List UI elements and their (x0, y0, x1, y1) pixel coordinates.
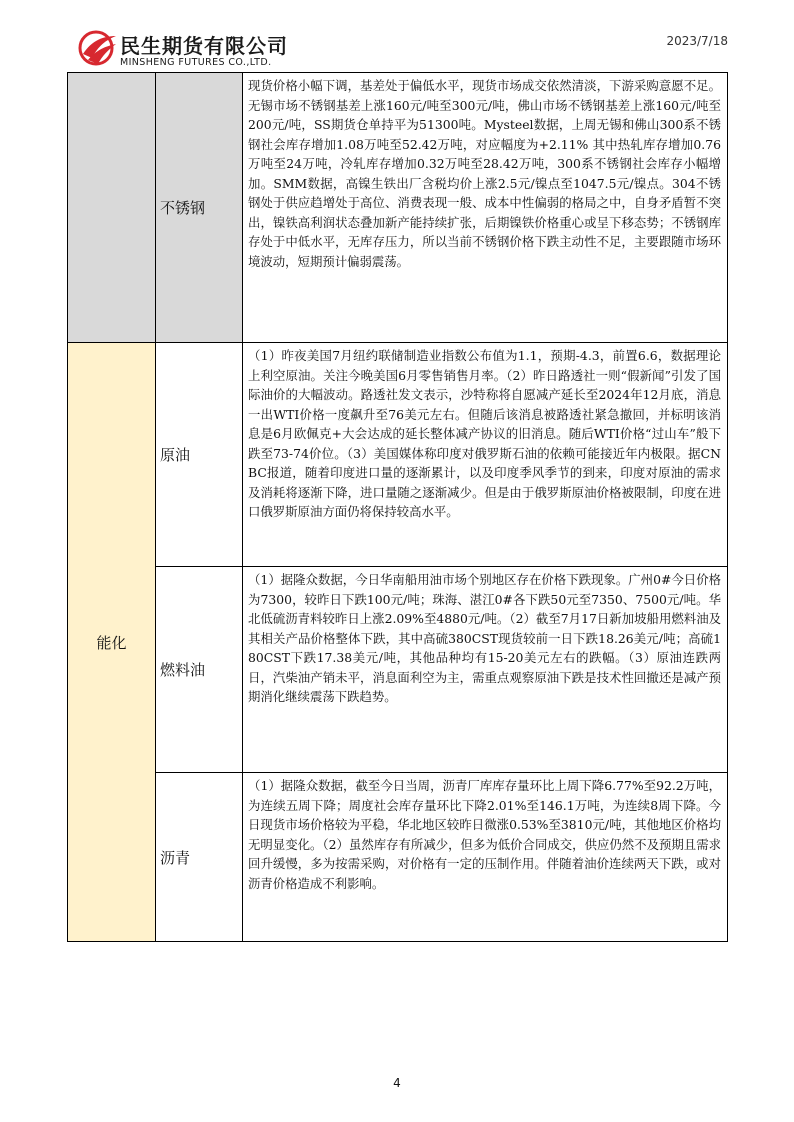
commodity-table (67, 72, 728, 942)
commentary-cell: （1）据隆众数据，今日华南船用油市场个别地区存在价格下跌现象。广州0#今日价格为7300，较昨日下跌100元/吨；珠海、湛江0#各下跌50元至7350、7500元/吨。华北低硫沥青料较昨日上涨2.09%至4880元/吨。（2）截至7月17日新加坡船用燃料油及其相关产品价格整体下跌，其中高硫380CST现货较前一日下跌18.26美元/吨；高硫180CST下跌17.38美元/吨，其他品种均有15-20美元左右的跌幅。（3）原油连跌两日，汽柴油产销未平，消息面利空为主，需重点观察原油下跌是技术性回撤还是减产预期消化继续震荡下跌趋势。 (243, 567, 728, 773)
table-row (68, 567, 728, 773)
report-date: 2023/7/18 (666, 34, 728, 48)
commentary-cell: 现货价格小幅下调，基差处于偏低水平，现货市场成交依然清淡，下游采购意愿不足。无锡市场不锈钢基差上涨160元/吨至300元/吨，佛山市场不锈钢基差上涨160元/吨至200元/吨，SS期货仓单持平为51300吨。Mysteel数据，上周无锡和佛山300系不锈钢社会库存增加1.08万吨至52.42万吨，对应幅度为+2.11% 其中热轧库存增加0.76万吨至24万吨，冷轧库存增加0.32万吨至28.42万吨，300系不锈钢社会库存小幅增加。SMM数据，高镍生铁出厂含税均价上涨2.5元/镍点至1047.5元/镍点。304不锈钢处于供应趋增处于高位、消费表现一般、成本中性偏弱的格局之中，自身矛盾暂不突出，镍铁高利润状态叠加新产能持续扩张，后期镍铁价格重心或呈下移态势；不锈钢库存处于中低水平，无库存压力，所以当前不锈钢价格下跌主动性不足，主要跟随市场环境波动，短期预计偏弱震荡。 (243, 73, 728, 343)
table-row (68, 343, 728, 567)
table-row (68, 73, 728, 343)
product-cell: 原油 (156, 343, 243, 567)
company-name-cn: 民生期货有限公司 (120, 34, 288, 58)
product-cell: 燃料油 (156, 567, 243, 773)
company-name-en: MINSHENG FUTURES CO.,LTD. (120, 57, 272, 68)
sector-cell: 能化 (68, 343, 156, 942)
product-cell: 沥青 (156, 773, 243, 942)
minsheng-logo-icon (78, 30, 118, 66)
page-number: 4 (393, 1076, 401, 1090)
table-row (68, 773, 728, 942)
commentary-cell: （1）据隆众数据，截至今日当周，沥青厂库库存量环比上周下降6.77%至92.2万吨，为连续五周下降；周度社会库存量环比下降2.01%至146.1万吨，为连续8周下降。今日现货市场价格较为平稳，华北地区较昨日微涨0.53%至3810元/吨，其他地区价格均无明显变化。（2）虽然库存有所减少，但多为低价合同成交，供应仍然不及预期且需求回升缓慢，多为按需采购，对价格有一定的压制作用。伴随着油价连续两天下跌，或对沥青价格造成不利影响。 (243, 773, 728, 942)
sector-cell (68, 73, 156, 343)
commentary-cell: （1）昨夜美国7月纽约联储制造业指数公布值为1.1，预期-4.3，前置6.6，数据理论上利空原油。关注今晚美国6月零售销售月率。（2）昨日路透社一则“假新闻”引发了国际油价的大幅波动。路透社发文表示，沙特称将自愿减产延长至2024年12月底，消息一出WTI价格一度飙升至76美元左右。但随后该消息被路透社紧急撤回，并标明该消息是6月欧佩克+大会达成的延长整体减产协议的旧消息。随后WTI价格“过山车”般下跌至73-74价位。（3）美国媒体称印度对俄罗斯石油的依赖可能接近年内极限。据CNBC报道，随着印度进口量的逐渐累计，以及印度季风季节的到来，印度对原油的需求及消耗将逐渐下降，进口量随之逐渐减少。但是由于俄罗斯原油价格被限制，印度在进口俄罗斯原油方面仍将保持较高水平。 (243, 343, 728, 567)
product-cell: 不锈钢 (156, 73, 243, 343)
page-header (78, 26, 728, 72)
